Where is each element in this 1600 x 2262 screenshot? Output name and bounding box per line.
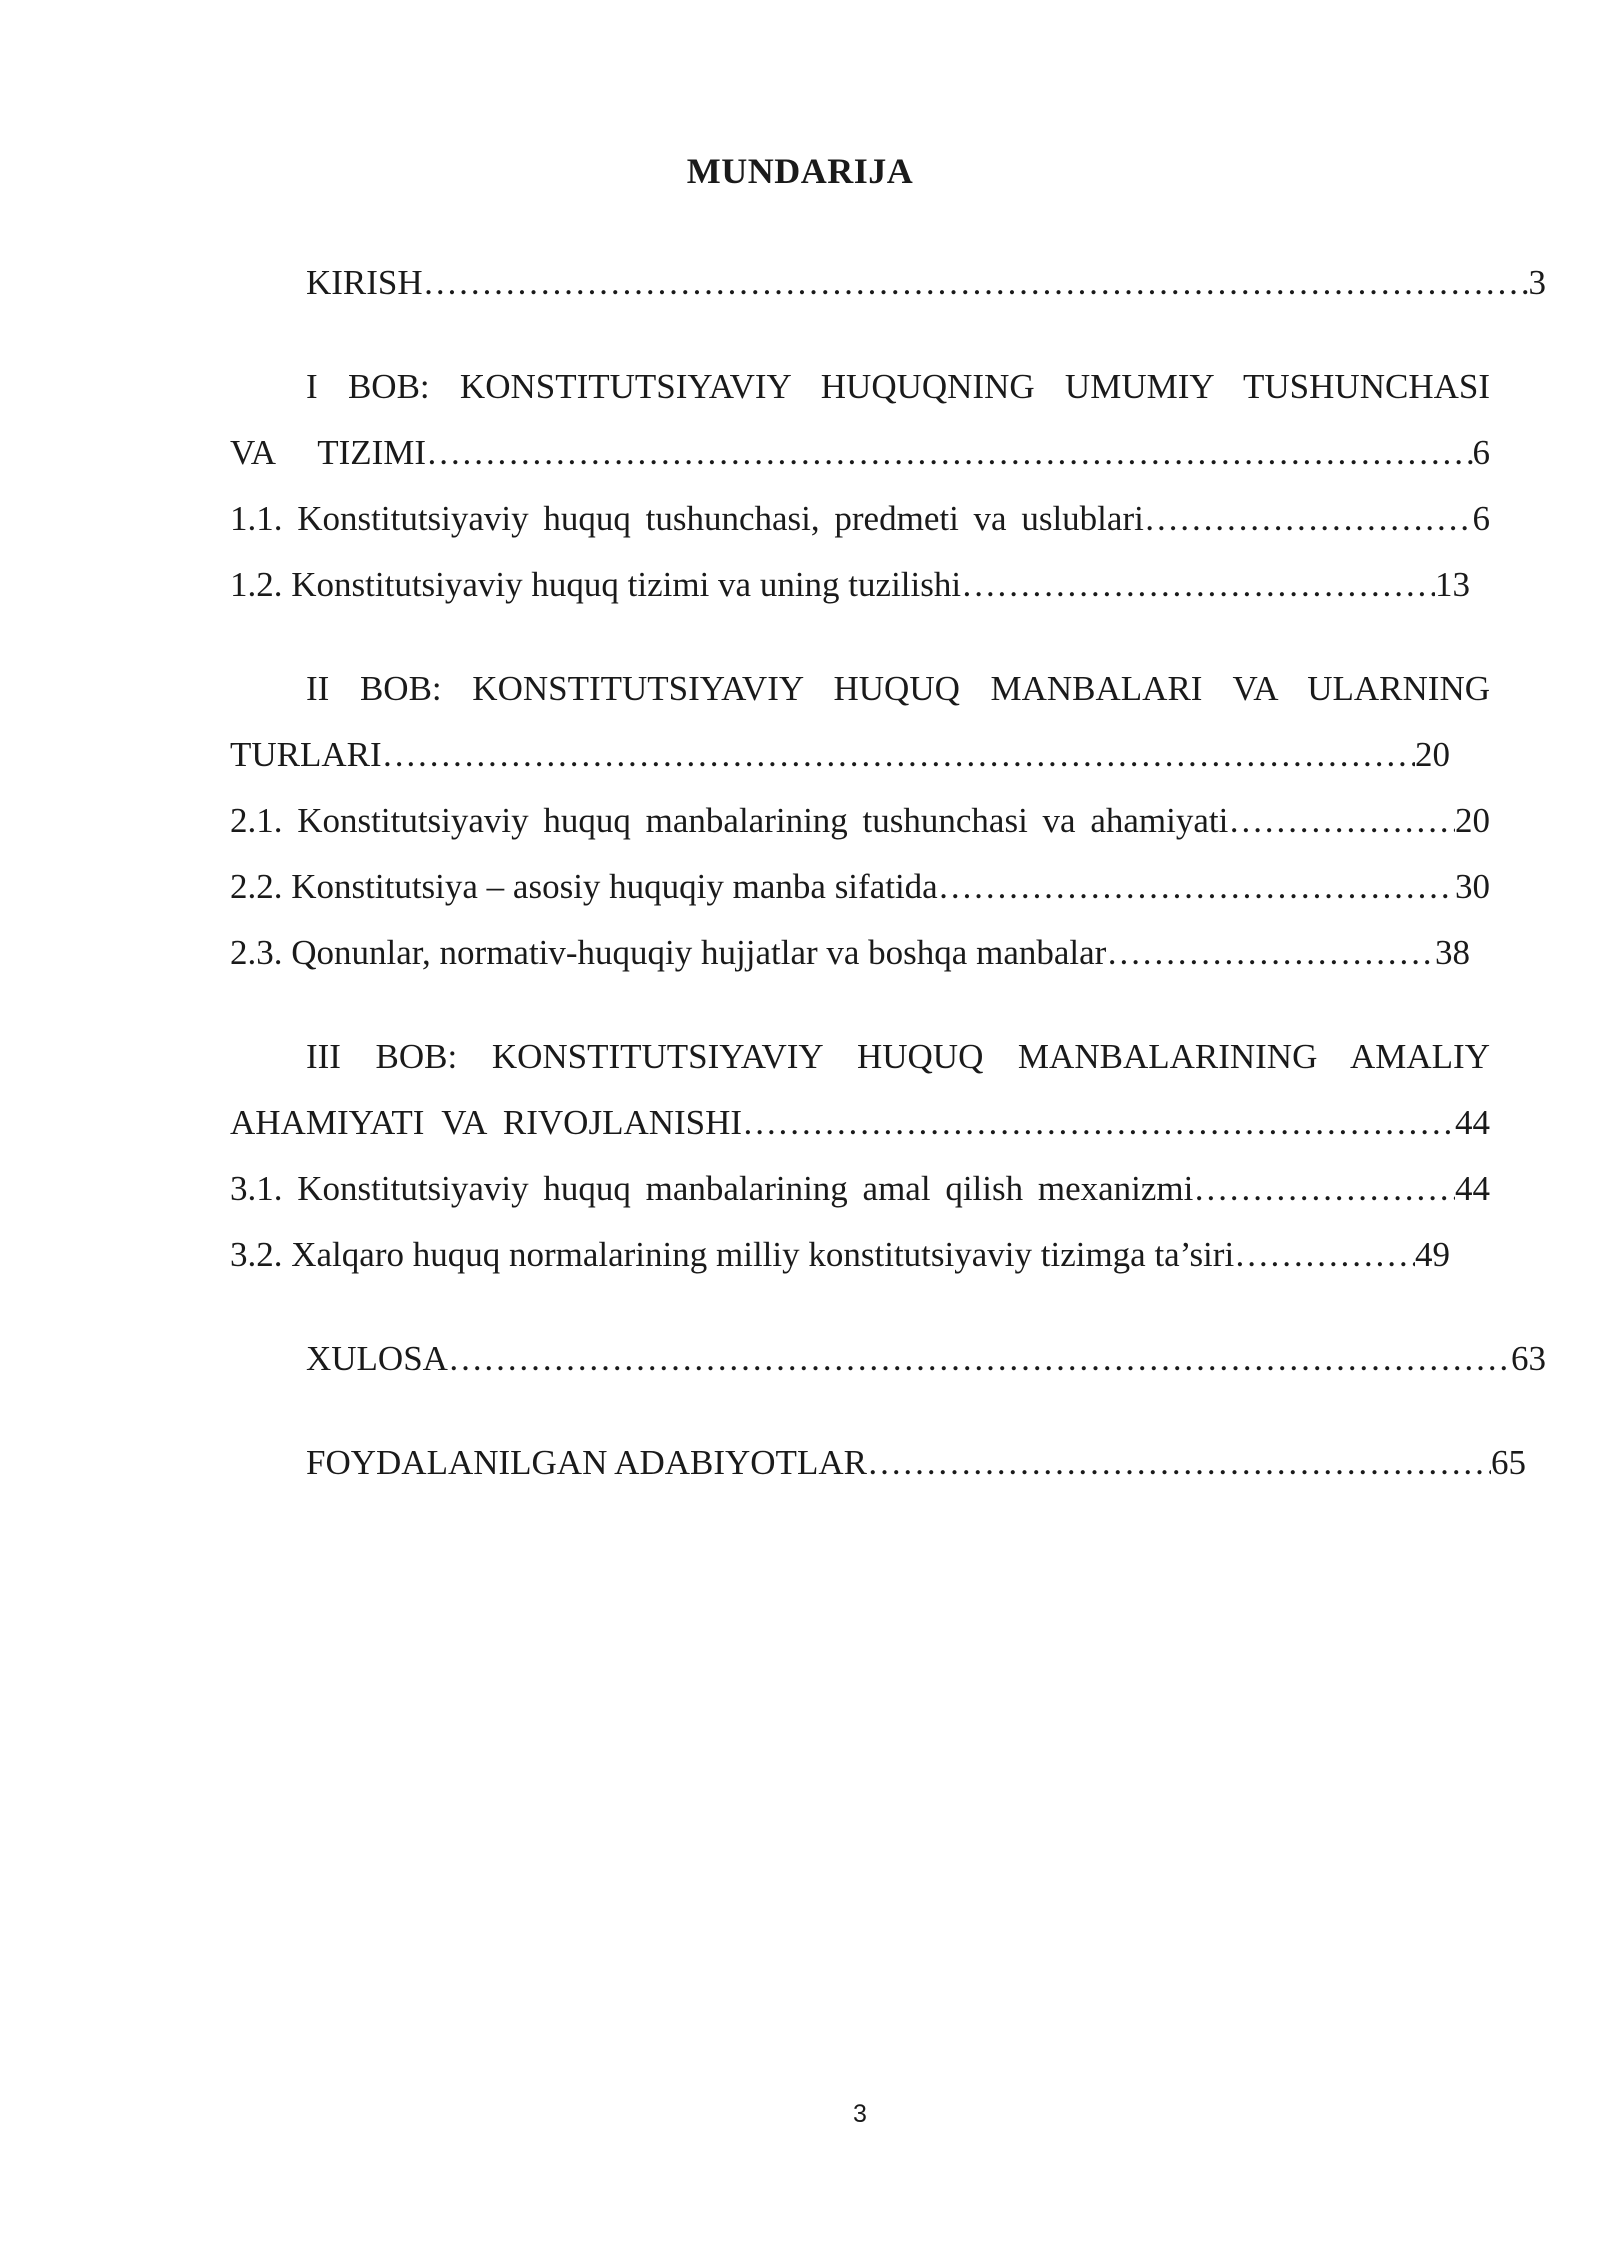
dot-leader <box>426 420 1472 486</box>
toc-entry-3-2[interactable] <box>230 1222 1450 1288</box>
toc-label: FOYDALANILGAN ADABIYOTLAR <box>306 1443 867 1482</box>
toc-page-number: 38 <box>1435 933 1470 972</box>
toc-page-number: 49 <box>1415 1235 1450 1274</box>
toc-entry-2-3[interactable] <box>230 920 1470 986</box>
toc-entry-references[interactable] <box>230 1430 1526 1496</box>
toc-page-number: 44 <box>1455 1103 1490 1142</box>
toc-entry-1-2[interactable] <box>230 552 1470 618</box>
toc-entry-3-1[interactable] <box>230 1156 1490 1222</box>
toc-page-number: 6 <box>1472 433 1490 472</box>
dot-leader <box>1234 1222 1415 1288</box>
page-title: MUNDARIJA <box>686 151 914 191</box>
dot-leader <box>1228 788 1455 854</box>
toc-page-number: 3 <box>1528 263 1546 302</box>
toc-page-number: 44 <box>1455 1169 1490 1208</box>
dot-leader <box>938 854 1455 920</box>
toc-entry-2-2[interactable] <box>230 854 1490 920</box>
toc-label: 1.2. Konstitutsiyaviy huquq tizimi va uning tuzilishi <box>230 565 962 604</box>
dot-leader <box>423 250 1529 316</box>
toc-page-number: 6 <box>1472 499 1490 538</box>
toc-label: VA TIZIMI <box>230 433 427 472</box>
toc-label: TURLARI <box>230 735 382 774</box>
toc-label: 1.1. Konstitutsiyaviy huquq tushunchasi, predmeti va uslublari <box>230 499 1144 538</box>
toc-page-number: 63 <box>1511 1339 1546 1378</box>
dot-leader <box>867 1430 1491 1496</box>
toc-entry-chapter-1[interactable] <box>230 420 1490 486</box>
toc-entry-chapter-2[interactable] <box>230 722 1450 788</box>
toc-chapter-3-heading[interactable]: III BOB: KONSTITUTSIYAVIY HUQUQ MANBALARINING AMALIY <box>306 1037 1490 1076</box>
toc-entry-chapter-3[interactable] <box>230 1090 1490 1156</box>
toc-entry-2-1[interactable] <box>230 788 1490 854</box>
page-number: 3 <box>853 2100 867 2128</box>
dot-leader <box>382 722 1415 788</box>
toc-page-number: 30 <box>1455 867 1490 906</box>
toc-chapter-2-heading[interactable]: II BOB: KONSTITUTSIYAVIY HUQUQ MANBALARI VA ULARNING <box>306 669 1490 708</box>
toc-label: 2.3. Qonunlar, normativ-huquqiy hujjatlar va boshqa manbalar <box>230 933 1107 972</box>
toc-entry-1-1[interactable] <box>230 486 1490 552</box>
toc-chapter-1-heading[interactable]: I BOB: KONSTITUTSIYAVIY HUQUQNING UMUMIY TUSHUNCHASI <box>306 367 1490 406</box>
toc-page-number: 20 <box>1455 801 1490 840</box>
dot-leader <box>1144 486 1473 552</box>
toc-page-number: 65 <box>1491 1443 1526 1482</box>
dot-leader <box>1193 1156 1455 1222</box>
toc-label: AHAMIYATI VA RIVOJLANISHI <box>230 1103 743 1142</box>
dot-leader <box>1106 920 1435 986</box>
table-of-contents <box>230 250 1546 1496</box>
toc-entry-conclusion[interactable] <box>230 1326 1546 1392</box>
toc-page-number: 13 <box>1435 565 1470 604</box>
toc-entry-intro[interactable] <box>230 250 1546 316</box>
toc-label: 3.2. Xalqaro huquq normalarining milliy konstitutsiyaviy tizimga ta’siri <box>230 1235 1235 1274</box>
dot-leader <box>742 1090 1455 1156</box>
dot-leader <box>448 1326 1511 1392</box>
toc-label: 2.1. Konstitutsiyaviy huquq manbalarining tushunchasi va ahamiyati <box>230 801 1229 840</box>
toc-label: XULOSA <box>306 1339 448 1378</box>
toc-page-number: 20 <box>1415 735 1450 774</box>
toc-label: 2.2. Konstitutsiya – asosiy huquqiy manba sifatida <box>230 867 938 906</box>
toc-label: KIRISH <box>306 263 423 302</box>
toc-label: 3.1. Konstitutsiyaviy huquq manbalarining amal qilish mexanizmi <box>230 1169 1194 1208</box>
dot-leader <box>961 552 1435 618</box>
